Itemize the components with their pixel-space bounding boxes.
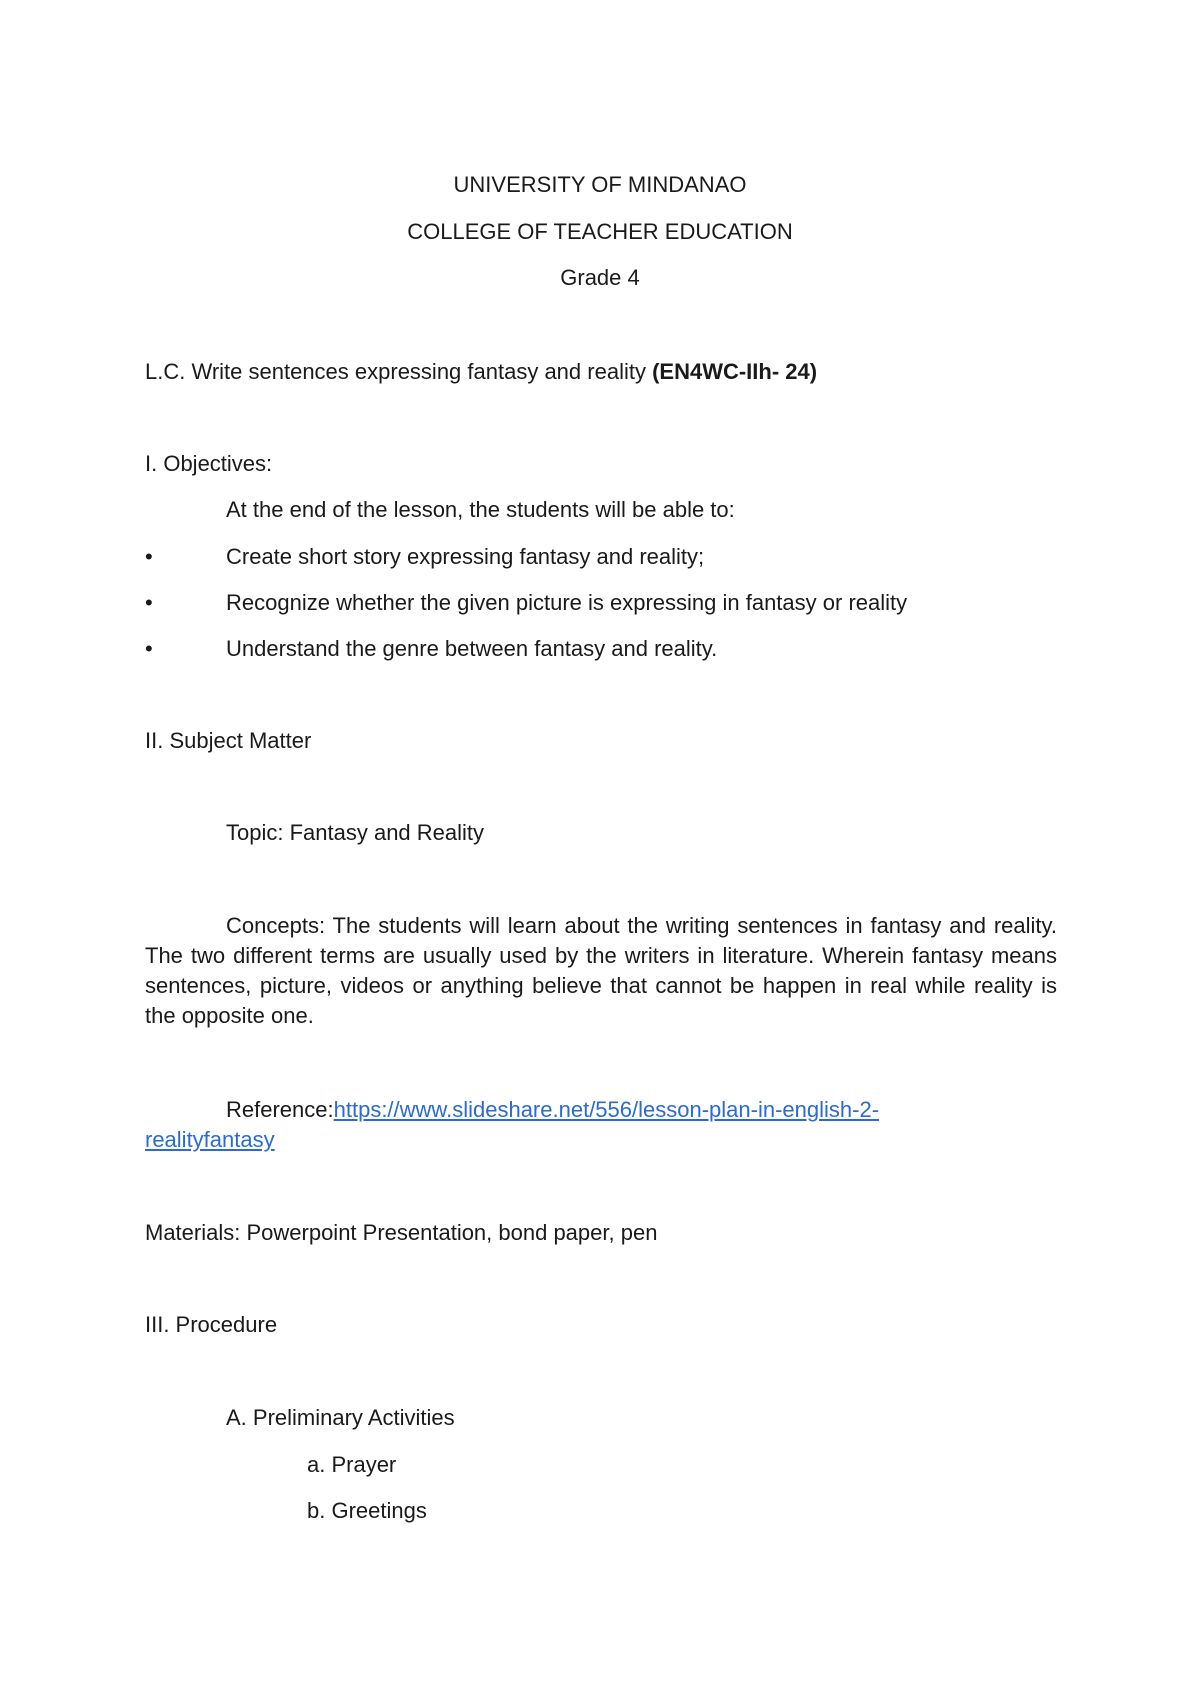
objective-item: Create short story expressing fantasy and reality; [226, 544, 705, 569]
learning-competency [145, 357, 817, 387]
bullet-marker: • [145, 590, 153, 615]
objectives-heading: I. Objectives: [145, 451, 273, 476]
procedure-item-greetings: b. Greetings [307, 1498, 427, 1523]
bullet-marker: • [145, 544, 153, 569]
preliminary-activities-heading: A. Preliminary Activities [226, 1405, 455, 1430]
reference-link[interactable]: realityfantasy [145, 1127, 275, 1152]
college-name: COLLEGE OF TEACHER EDUCATION [407, 219, 793, 244]
grade-level: Grade 4 [560, 265, 640, 290]
objectives-intro: At the end of the lesson, the students will be able to: [226, 497, 735, 522]
concepts-text: Concepts: The students will learn about the writing sentences in fantasy and reality. The two different terms are usually used by the writers in literature. Wherein fantasy means sentences, picture, videos or anything believe that cannot be happen in real while reality is the opposite one. [145, 913, 1057, 1028]
lc-code: (EN4WC-IIh- 24) [652, 359, 818, 384]
materials-line: Materials: Powerpoint Presentation, bond paper, pen [145, 1220, 658, 1245]
reference-line [226, 1095, 879, 1125]
objective-item: Recognize whether the given picture is expressing in fantasy or reality [226, 590, 908, 615]
bullet-marker: • [145, 636, 153, 661]
reference-link-continuation [145, 1125, 275, 1155]
reference-link[interactable]: https://www.slideshare.net/556/lesson-plan-in-english-2- [333, 1097, 880, 1122]
reference-label: Reference: [226, 1097, 334, 1122]
subject-matter-heading: II. Subject Matter [145, 728, 312, 753]
procedure-item-prayer: a. Prayer [307, 1452, 397, 1477]
lc-text: L.C. Write sentences expressing fantasy and reality [145, 359, 653, 384]
topic-line: Topic: Fantasy and Reality [226, 820, 485, 845]
concepts-paragraph [145, 911, 1057, 1031]
procedure-heading: III. Procedure [145, 1312, 278, 1337]
objective-item: Understand the genre between fantasy and reality. [226, 636, 718, 661]
university-name: UNIVERSITY OF MINDANAO [453, 172, 747, 197]
